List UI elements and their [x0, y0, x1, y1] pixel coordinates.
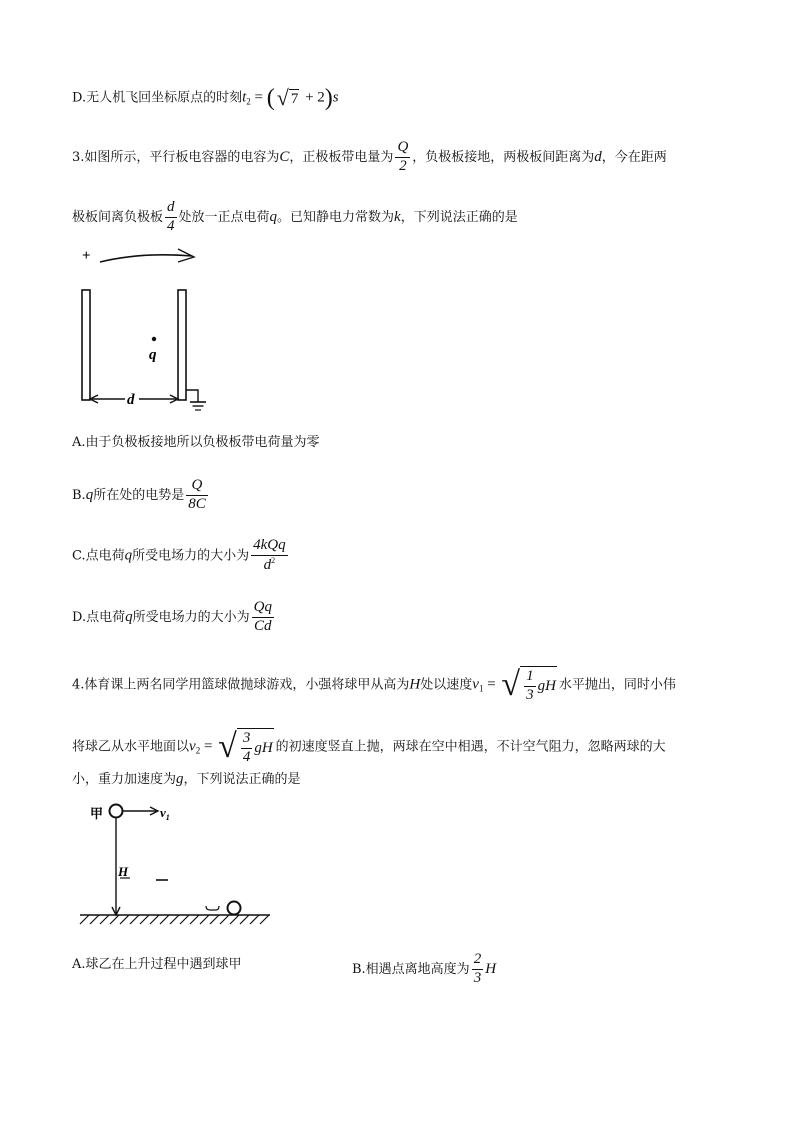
fraction-q-over-2: $\frac{Q}{2}$: [397, 139, 409, 174]
q3-stem-line1: 3.如图所示，平行板电容器的电容为C，正极板带电量为 $\frac{Q}{2}$ ，负极板接地，两极板间距离为d，今在距两: [72, 139, 667, 174]
negative-sign: −: [174, 248, 183, 264]
ball-jia-label: 甲: [90, 806, 104, 821]
distance-label: d: [127, 392, 135, 408]
q3-option-b: B.q所在处的电势是 $\frac{Q}{8C}$: [72, 477, 206, 512]
ground-hatching: [80, 915, 269, 924]
svg-text:v1: $v_1$: [160, 805, 170, 822]
fraction-4kqq-over-d2: $\frac{\text{4kQq}}{d^2}$: [253, 537, 286, 573]
fraction-qq-over-cd: $\frac{Qq}{Cd}$: [253, 599, 272, 634]
point-charge: [152, 337, 156, 341]
q3-stem-line2: 极板间离负极板 $\frac{d}{4}$ 处放一正点电荷q。已知静电力常数为k，下列说法正确的是: [72, 199, 518, 234]
negative-plate: [178, 290, 186, 400]
sqrt-gh-over-3: √ $\frac{1}{3}$ gH: [501, 665, 556, 703]
height-label: H: [118, 864, 129, 879]
var-t: t: [242, 89, 247, 106]
fraction-d-over-4: $\frac{d}{4}$: [167, 199, 175, 234]
q4-stem-line2: 将球乙从水平地面以$v_2$ = √ $\frac{3}{4}$ gH 的初速度竖直上抛，两球在空中相遇，不计空气阻力，忽略两球的大: [72, 727, 666, 765]
sqrt-3gh-over-4: √ $\frac{3}{4}$ gH: [218, 727, 273, 765]
q4-stem-line1: 4.体育课上两名同学用篮球做抛球游戏，小强将球甲从高为H处以速度$v_1$ = √ $\frac{1}{3}$ gH 水平抛出，同时小伟: [72, 665, 676, 703]
positive-sign: +: [82, 248, 91, 264]
fraction-q-over-8c: $\frac{Q}{8C}$: [188, 477, 206, 512]
ball-jia-icon: [110, 805, 123, 818]
q2-option-d: D.无人机飞回坐标原点的时刻$t_2$ = (√ 7 + 2)s: [72, 85, 339, 111]
q4-stem-line3: 小，重力加速度为g，下列说法正确的是: [72, 771, 301, 787]
charge-label: q: [149, 347, 157, 363]
sqrt-7: √ 7: [276, 85, 299, 110]
ball-yi-icon: [228, 902, 241, 915]
q4-option-a: A.球乙在上升过程中遇到球甲: [72, 957, 242, 972]
q3-option-d: D.点电荷q所受电场力的大小为 $\frac{Qq}{Cd}$: [72, 599, 272, 634]
q3-option-a: A.由于负极板接地所以负极板带电荷量为零: [72, 435, 320, 450]
fraction-2-over-3: $\frac{2}{3}$: [473, 951, 482, 986]
q3-option-c: C.点电荷q所受电场力的大小为 $\frac{\text{4kQq}}{d^2}$: [72, 537, 286, 573]
projectile-figure: [76, 796, 276, 936]
positive-plate: [82, 290, 90, 400]
ground-wire: [186, 390, 198, 402]
capacitor-figure: [70, 238, 220, 418]
q4-option-b: B.相遇点离地高度为 $\frac{2}{3}$ H: [352, 951, 497, 986]
